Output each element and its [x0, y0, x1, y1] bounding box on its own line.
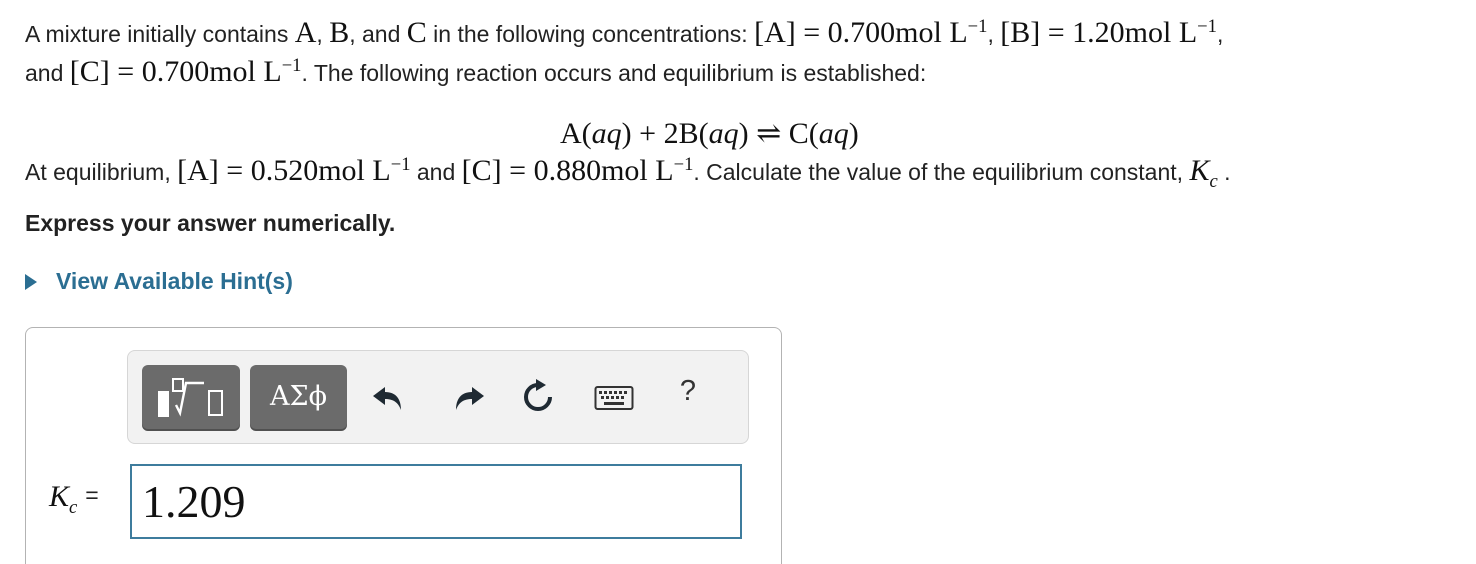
text: A mixture initially contains	[25, 21, 295, 47]
text: , and	[349, 21, 407, 47]
answer-label: $K_c$ =	[49, 480, 99, 518]
templates-button[interactable]	[142, 365, 240, 431]
reset-icon[interactable]	[520, 379, 556, 415]
undo-icon[interactable]	[371, 379, 407, 415]
math-toolbar	[127, 350, 749, 444]
initial-conc-c: [C] = 0.700mol $L^{-1}$	[69, 54, 302, 88]
text: .	[1217, 159, 1231, 185]
text: . Calculate the value of the equilibrium constant,	[693, 159, 1190, 185]
species-b: B	[329, 16, 350, 49]
reaction-equation: A(aq) + 2B(aq) ⇌ C(aq)	[560, 117, 859, 150]
answer-panel	[25, 327, 782, 564]
problem-line-2	[25, 54, 927, 88]
species-c: C	[406, 16, 427, 49]
equilibrium-conc-c: [C] = 0.880mol $L^{-1}$	[461, 153, 694, 187]
problem-line-4	[25, 153, 1231, 197]
redo-icon[interactable]	[450, 379, 486, 415]
text: ,	[1216, 21, 1224, 47]
instruction-text: Express your answer numerically.	[25, 210, 396, 236]
help-icon[interactable]: ?	[679, 375, 697, 407]
equilibrium-conc-a: [A] = 0.520mol $L^{-1}$	[177, 153, 411, 187]
text: ,	[987, 21, 1001, 47]
problem-line-1	[25, 15, 1224, 49]
templates-icon	[142, 365, 240, 431]
text: and	[25, 60, 70, 86]
text: At equilibrium,	[25, 159, 178, 185]
initial-conc-a: [A] = 0.700mol $L^{-1}$	[754, 15, 988, 49]
text: and	[410, 159, 462, 185]
text: ,	[316, 21, 330, 47]
text: . The following reaction occurs and equilibrium is established:	[301, 60, 927, 86]
symbols-icon: ΑΣϕ	[270, 381, 327, 412]
symbols-button[interactable]	[250, 365, 347, 431]
kc-symbol: $K_c$	[1189, 154, 1218, 192]
text: in the following concentrations:	[426, 21, 755, 47]
expand-arrow-icon	[25, 274, 37, 290]
species-a: A	[294, 16, 317, 49]
initial-conc-b: [B] = 1.20mol $L^{-1}$	[1000, 15, 1217, 49]
view-hints-link[interactable]	[25, 268, 293, 295]
answer-input[interactable]: 1.209	[130, 464, 742, 539]
hint-label[interactable]: View Available Hint(s)	[56, 268, 293, 294]
equilibrium-arrow-icon: ⇌	[756, 117, 782, 150]
keyboard-icon[interactable]	[594, 379, 634, 415]
